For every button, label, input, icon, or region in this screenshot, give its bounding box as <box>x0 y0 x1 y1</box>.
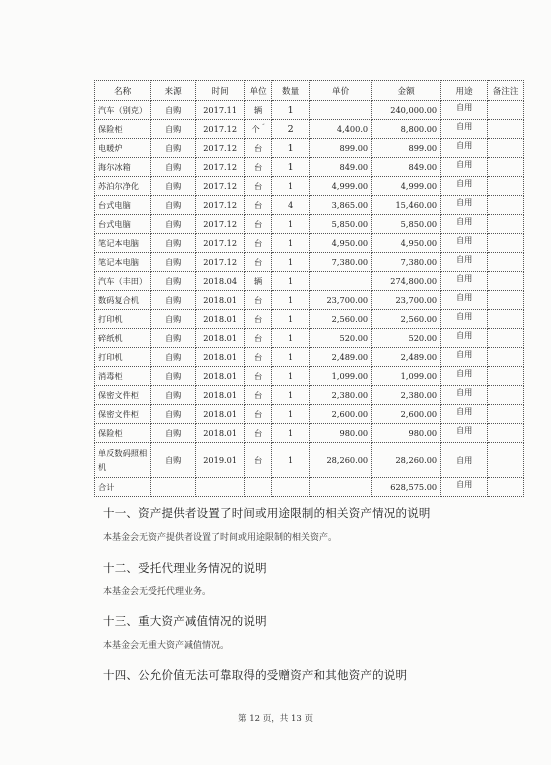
table-header-row <box>95 81 524 101</box>
cell-unit: 台 <box>245 291 272 310</box>
cell-use: 自用 <box>441 386 488 405</box>
cell-unit: 辆 <box>245 272 272 291</box>
cell-unit-price: 28,260.00 <box>310 443 372 478</box>
table-row <box>95 329 524 348</box>
cell-quantity: 1 <box>272 253 310 272</box>
cell-date: 2017.12 <box>196 139 245 158</box>
cell-quantity: 1 <box>272 234 310 253</box>
cell-unit-price: 2,380.00 <box>310 386 372 405</box>
table-row <box>95 215 524 234</box>
cell-unit-price: 4,950.00 <box>310 234 372 253</box>
cell-unit-price: 980.00 <box>310 424 372 443</box>
cell-unit-price: 2,600.00 <box>310 405 372 424</box>
cell-date: 2018.01 <box>196 405 245 424</box>
cell-amount: 2,600.00 <box>372 405 441 424</box>
cell-source: 自购 <box>151 253 196 272</box>
cell-unit: 台 <box>245 424 272 443</box>
cell-date: 2017.11 <box>196 101 245 120</box>
cell-unit-price: 5,850.00 <box>310 215 372 234</box>
cell-use: 自用 <box>441 253 488 272</box>
cell-amount: 980.00 <box>372 424 441 443</box>
total-label: 合计 <box>95 478 151 497</box>
cell-quantity: 1 <box>272 386 310 405</box>
cell-unit-price: 23,700.00 <box>310 291 372 310</box>
table-row <box>95 310 524 329</box>
table-row <box>95 234 524 253</box>
cell-amount: 7,380.00 <box>372 253 441 272</box>
cell-unit-price: 4,999.00 <box>310 177 372 196</box>
cell-unit: 台 <box>245 215 272 234</box>
cell-unit: 台 <box>245 367 272 386</box>
total-amount: 628,575.00 <box>372 478 441 497</box>
cell-remark <box>488 310 524 329</box>
cell-unit-price: 1,099.00 <box>310 367 372 386</box>
section-body-12: 本基金会无受托代理业务。 <box>103 587 212 597</box>
cell-name: 单反数码照相机 <box>95 443 151 478</box>
cell-use: 自用 <box>441 329 488 348</box>
header-unit: 单位 <box>245 81 272 101</box>
cell-use: 自用 <box>441 196 488 215</box>
cell-use: 自用 <box>441 177 488 196</box>
section-heading-14: 十四、公允价值无法可靠取得的受赠资产和其他资产的说明 <box>103 668 408 682</box>
cell-date: 2017.12 <box>196 158 245 177</box>
cell-remark <box>488 329 524 348</box>
cell-unit: 台 <box>245 234 272 253</box>
empty-cell <box>151 478 196 497</box>
section-heading-13: 十三、重大资产减值情况的说明 <box>103 614 267 628</box>
cell-name: 保险柜 <box>95 120 151 139</box>
cell-unit: 台 <box>245 158 272 177</box>
cell-unit-price: 4,400.0 <box>310 120 372 139</box>
cell-name: 汽车（丰田） <box>95 272 151 291</box>
empty-cell <box>272 478 310 497</box>
cell-source: 自购 <box>151 234 196 253</box>
cell-quantity: 1 <box>272 215 310 234</box>
cell-use: 自用 <box>441 405 488 424</box>
header-amount: 金额 <box>372 81 441 101</box>
cell-name: 笔记本电脑 <box>95 253 151 272</box>
cell-quantity: 1 <box>272 310 310 329</box>
total-row <box>95 478 524 497</box>
cell-amount: 1,099.00 <box>372 367 441 386</box>
cell-date: 2018.01 <box>196 329 245 348</box>
cell-unit-price: 3,865.00 <box>310 196 372 215</box>
cell-quantity: 1 <box>272 139 310 158</box>
cell-unit: 台 <box>245 329 272 348</box>
table-row <box>95 291 524 310</box>
cell-source: 自购 <box>151 443 196 478</box>
empty-cell <box>488 478 524 497</box>
cell-amount: 2,560.00 <box>372 310 441 329</box>
header-source: 来源 <box>151 81 196 101</box>
table-row <box>95 424 524 443</box>
cell-unit-price: 7,380.00 <box>310 253 372 272</box>
cell-name: 碎纸机 <box>95 329 151 348</box>
cell-remark <box>488 234 524 253</box>
section-body-13: 本基金会无重大资产减值情况。 <box>103 641 230 651</box>
cell-use: 自用 <box>441 443 488 478</box>
cell-remark <box>488 272 524 291</box>
cell-quantity: 1 <box>272 405 310 424</box>
cell-quantity: 1 <box>272 348 310 367</box>
cell-date: 2017.12 <box>196 253 245 272</box>
cell-use: 自用 <box>441 158 488 177</box>
cell-source: 自购 <box>151 120 196 139</box>
page-number: 第 12 页，共 13 页 <box>238 714 313 724</box>
cell-date: 2017.12 <box>196 196 245 215</box>
cell-amount: 28,260.00 <box>372 443 441 478</box>
cell-amount: 4,999.00 <box>372 177 441 196</box>
cell-amount: 5,850.00 <box>372 215 441 234</box>
cell-remark <box>488 101 524 120</box>
cell-name: 汽车（别克） <box>95 101 151 120</box>
cell-date: 2018.01 <box>196 424 245 443</box>
cell-remark <box>488 196 524 215</box>
cell-quantity: 1 <box>272 101 310 120</box>
cell-quantity: 1 <box>272 329 310 348</box>
header-unit-price: 单价 <box>310 81 372 101</box>
cell-source: 自购 <box>151 329 196 348</box>
header-quantity: 数量 <box>272 81 310 101</box>
cell-remark <box>488 120 524 139</box>
cell-quantity: 1 <box>272 158 310 177</box>
header-remark: 备注注 <box>488 81 524 101</box>
cell-unit-price <box>310 101 372 120</box>
cell-source: 自购 <box>151 291 196 310</box>
table-row <box>95 253 524 272</box>
empty-cell <box>196 478 245 497</box>
cell-name: 消毒柜 <box>95 367 151 386</box>
cell-use: 自用 <box>441 310 488 329</box>
cell-amount: 849.00 <box>372 158 441 177</box>
cell-amount: 520.00 <box>372 329 441 348</box>
table-row <box>95 120 524 139</box>
cell-amount: 274,800.00 <box>372 272 441 291</box>
cell-name: 数码复合机 <box>95 291 151 310</box>
cell-amount: 240,000.00 <box>372 101 441 120</box>
cell-amount: 899.00 <box>372 139 441 158</box>
fixed-asset-table <box>94 80 524 497</box>
cell-use: 自用 <box>441 272 488 291</box>
cell-quantity: 1 <box>272 443 310 478</box>
cell-amount: 23,700.00 <box>372 291 441 310</box>
cell-quantity: 1 <box>272 272 310 291</box>
table-row <box>95 367 524 386</box>
table-row <box>95 177 524 196</box>
cell-use: 自用 <box>441 234 488 253</box>
empty-cell <box>245 478 272 497</box>
cell-unit: 台 <box>245 405 272 424</box>
table-row <box>95 405 524 424</box>
cell-source: 自购 <box>151 386 196 405</box>
cell-name: 保密文件柜 <box>95 405 151 424</box>
section-heading-11: 十一、资产提供者设置了时间或用途限制的相关资产情况的说明 <box>103 506 431 520</box>
cell-unit: 台 <box>245 310 272 329</box>
cell-source: 自购 <box>151 310 196 329</box>
cell-source: 自购 <box>151 272 196 291</box>
cell-name: 台式电脑 <box>95 215 151 234</box>
cell-unit-price <box>310 272 372 291</box>
cell-remark <box>488 443 524 478</box>
header-name: 名称 <box>95 81 151 101</box>
cell-source: 自购 <box>151 158 196 177</box>
cell-unit: 台 <box>245 196 272 215</box>
cell-quantity: 1 <box>272 424 310 443</box>
cell-unit: 台 <box>245 139 272 158</box>
cell-date: 2018.01 <box>196 348 245 367</box>
cell-amount: 4,950.00 <box>372 234 441 253</box>
cell-unit: 台 <box>245 348 272 367</box>
cell-use: 自用 <box>441 139 488 158</box>
cell-source: 自购 <box>151 348 196 367</box>
cell-source: 自购 <box>151 139 196 158</box>
cell-name: 电暖炉 <box>95 139 151 158</box>
cell-source: 自购 <box>151 215 196 234</box>
cell-unit-price: 2,560.00 <box>310 310 372 329</box>
cell-use: 自用 <box>441 101 488 120</box>
cell-name: 打印机 <box>95 348 151 367</box>
cell-remark <box>488 158 524 177</box>
cell-unit: 个 <box>251 123 260 134</box>
header-date: 时间 <box>196 81 245 101</box>
cell-remark <box>488 424 524 443</box>
cell-name: 笔记本电脑 <box>95 234 151 253</box>
cell-date: 2018.01 <box>196 310 245 329</box>
cell-remark <box>488 367 524 386</box>
cell-quantity: 2 <box>272 120 310 139</box>
cell-date: 2018.01 <box>196 291 245 310</box>
table-row <box>95 386 524 405</box>
cell-use: 自用 <box>441 120 488 139</box>
table-row <box>95 158 524 177</box>
cell-source: 自购 <box>151 101 196 120</box>
cell-date: 2018.01 <box>196 386 245 405</box>
cell-amount: 15,460.00 <box>372 196 441 215</box>
cell-source: 自购 <box>151 424 196 443</box>
cell-name: 打印机 <box>95 310 151 329</box>
cell-use: 自用 <box>441 215 488 234</box>
empty-cell <box>310 478 372 497</box>
cell-date: 2017.12 <box>196 177 245 196</box>
cell-unit: 台 <box>245 177 272 196</box>
cell-remark <box>488 386 524 405</box>
cell-unit-wrapper <box>245 120 272 139</box>
table-row <box>95 348 524 367</box>
table-body <box>95 101 524 497</box>
cell-use: 自用 <box>441 348 488 367</box>
cell-use: 自用 <box>441 367 488 386</box>
table-row <box>95 139 524 158</box>
cell-unit: 台 <box>245 386 272 405</box>
cell-unit-price: 2,489.00 <box>310 348 372 367</box>
cell-date: 2018.04 <box>196 272 245 291</box>
cell-date: 2019.01 <box>196 443 245 478</box>
cell-source: 自购 <box>151 177 196 196</box>
cell-quantity: 1 <box>272 291 310 310</box>
cell-name: 苏泊尔净化 <box>95 177 151 196</box>
cell-date: 2017.12 <box>196 215 245 234</box>
cell-amount: 2,380.00 <box>372 386 441 405</box>
cell-remark <box>488 177 524 196</box>
cell-source: 自购 <box>151 405 196 424</box>
cell-quantity: 4 <box>272 196 310 215</box>
cell-unit: 辆 <box>245 101 272 120</box>
section-body-11: 本基金会无资产提供者设置了时间或用途限制的相关资产。 <box>103 533 338 543</box>
cell-quantity: 1 <box>272 367 310 386</box>
cell-name: 海尔冰箱 <box>95 158 151 177</box>
cell-date: 2017.12 <box>196 120 245 139</box>
cell-unit-price: 849.00 <box>310 158 372 177</box>
cell-unit-price: 520.00 <box>310 329 372 348</box>
cell-name: 保险柜 <box>95 424 151 443</box>
cell-remark <box>488 253 524 272</box>
cell-remark <box>488 348 524 367</box>
cell-use: 自用 <box>441 424 488 443</box>
cell-use: 自用 <box>441 291 488 310</box>
cell-amount: 8,800.00 <box>372 120 441 139</box>
cell-unit: 台 <box>245 253 272 272</box>
cell-date: 2017.12 <box>196 234 245 253</box>
cell-amount: 2,489.00 <box>372 348 441 367</box>
table-row <box>95 101 524 120</box>
pen-mark: ˝ <box>261 123 265 131</box>
cell-unit-price: 899.00 <box>310 139 372 158</box>
cell-source: 自购 <box>151 196 196 215</box>
cell-unit: 台 <box>245 443 272 478</box>
cell-quantity: 1 <box>272 177 310 196</box>
cell-remark <box>488 405 524 424</box>
section-heading-12: 十二、受托代理业务情况的说明 <box>103 561 267 575</box>
table-row <box>95 196 524 215</box>
table-row <box>95 272 524 291</box>
cell-remark <box>488 139 524 158</box>
cell-remark <box>488 215 524 234</box>
cell-source: 自购 <box>151 367 196 386</box>
total-use: 自用 <box>441 478 488 497</box>
header-use: 用途 <box>441 81 488 101</box>
cell-name: 台式电脑 <box>95 196 151 215</box>
cell-date: 2018.01 <box>196 367 245 386</box>
cell-remark <box>488 291 524 310</box>
table-row <box>95 443 524 478</box>
cell-name: 保密文件柜 <box>95 386 151 405</box>
